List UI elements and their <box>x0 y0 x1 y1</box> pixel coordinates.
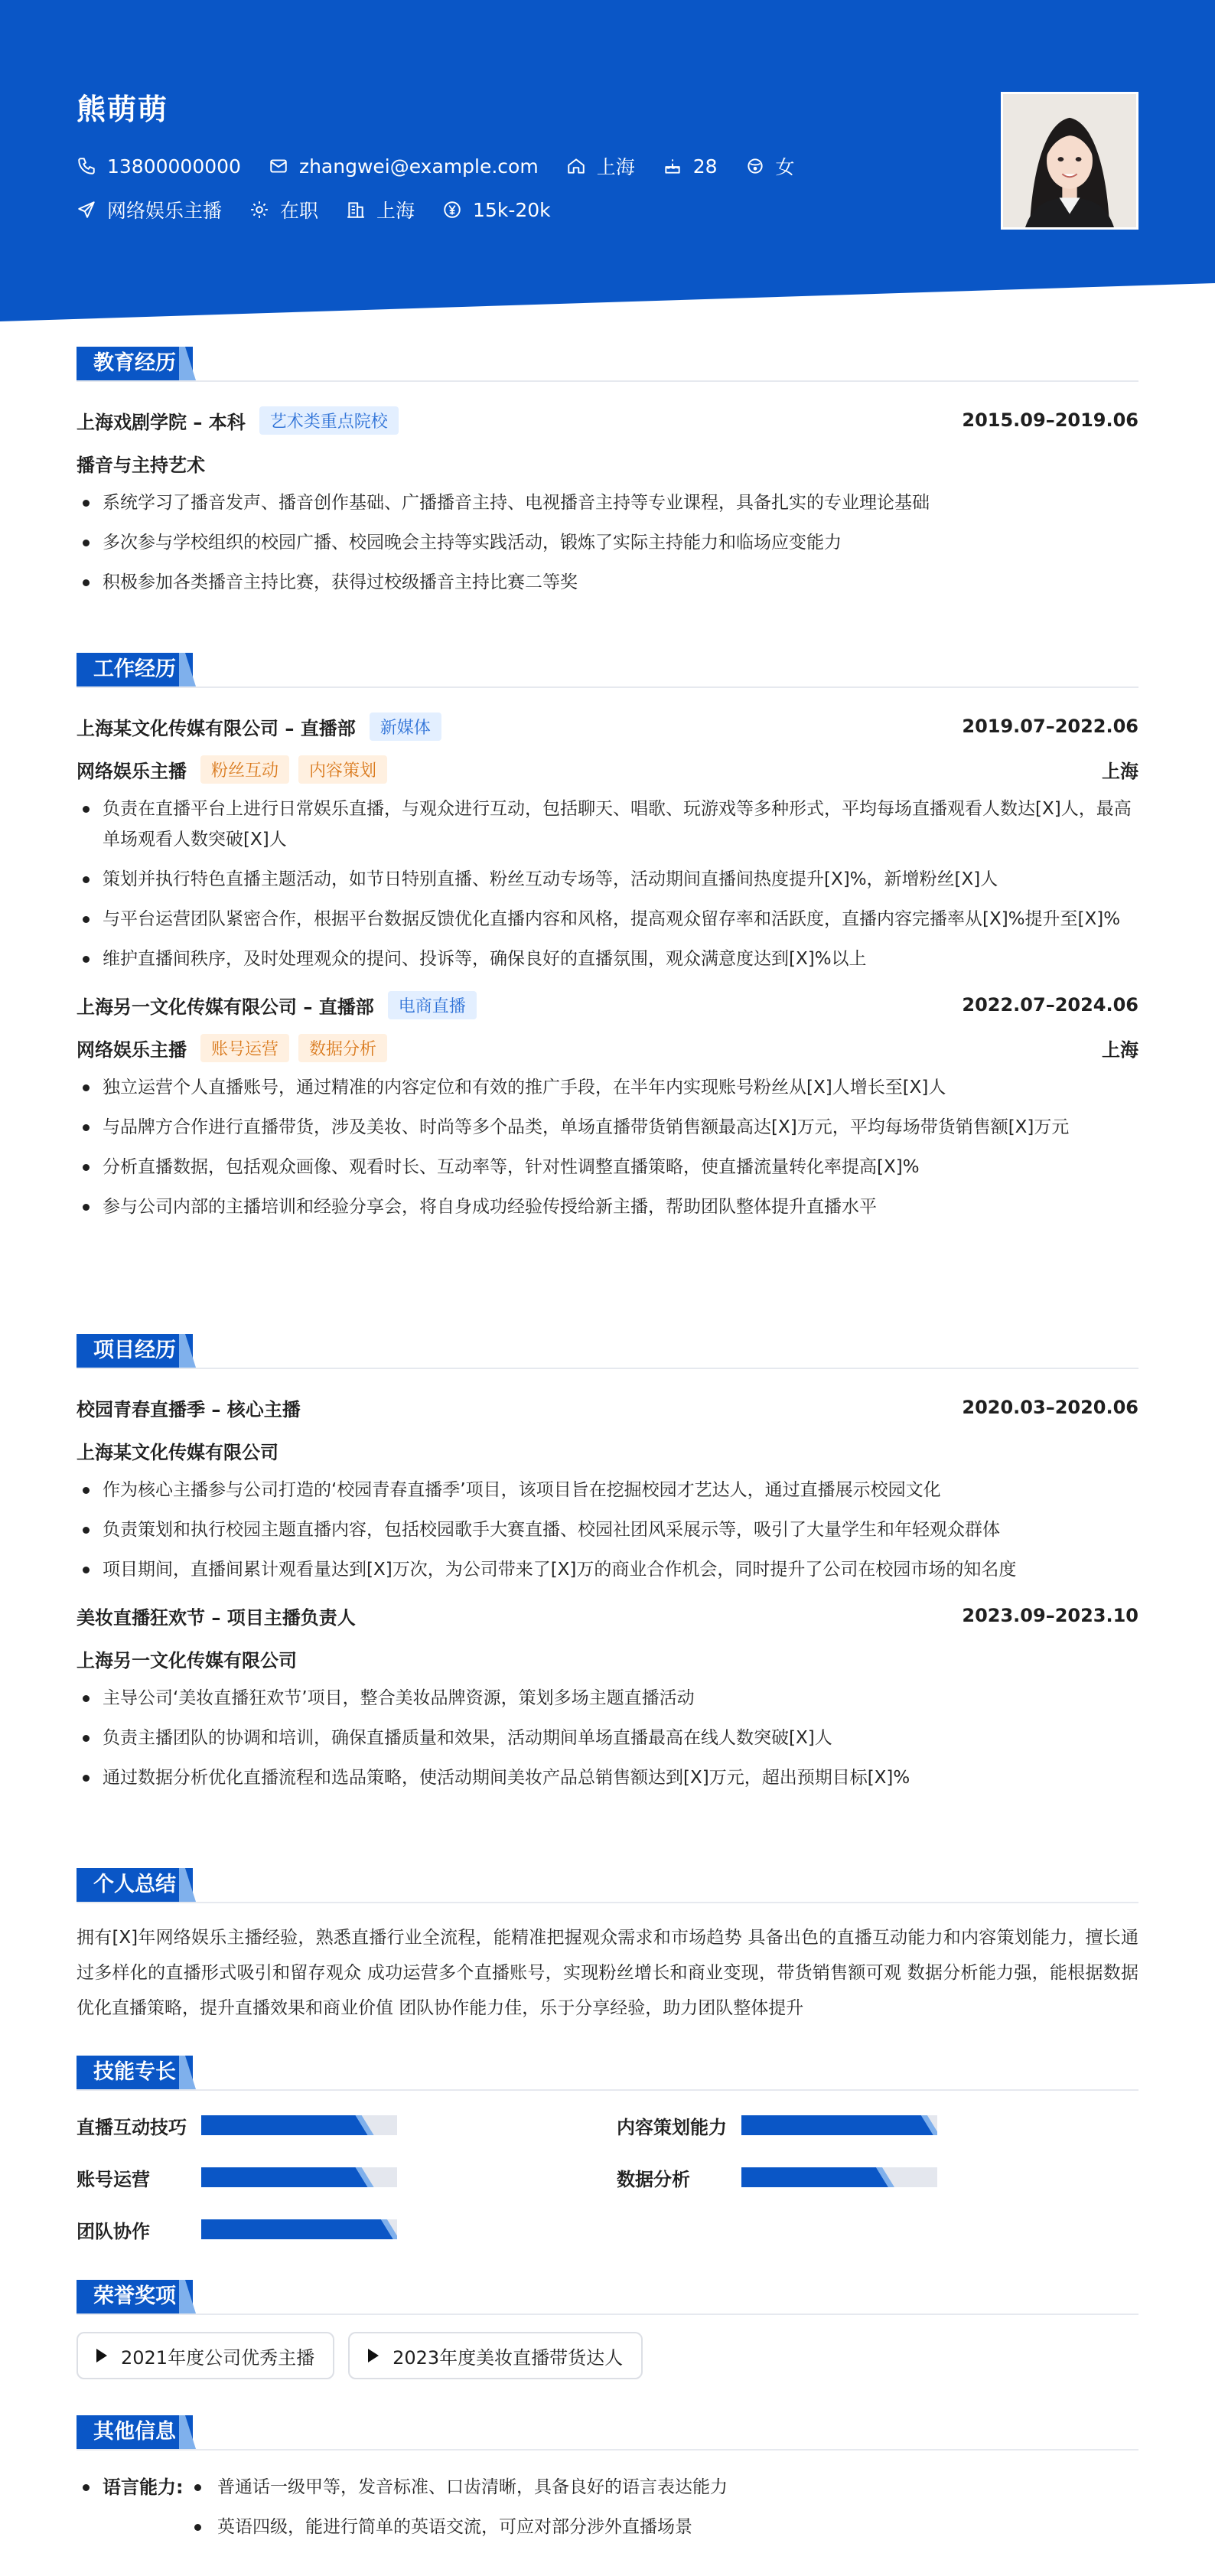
status-text: 在职 <box>280 200 319 222</box>
salary-info <box>442 199 551 221</box>
role-name: 网络娱乐主播 <box>77 760 187 782</box>
work-entry-header <box>77 983 1138 1026</box>
skill-bar <box>741 2167 937 2187</box>
list-item: 普通话一级甲等，发音标准、口齿清晰，具备良好的语言表达能力 <box>190 2467 728 2507</box>
job-row <box>77 196 578 223</box>
list-item: 负责在直播平台上进行日常娱乐直播，与观众进行互动，包括聊天、唱歌、玩游戏等多种形式，平均每场直播观看人数达[X]人，最高单场观看人数突破[X]人 <box>77 794 1138 855</box>
settings-icon <box>249 200 269 220</box>
project-date: 2023.09–2023.10 <box>962 1605 1138 1626</box>
section-title-decoration <box>179 2415 202 2449</box>
skills-section <box>77 2056 1138 2247</box>
company-tag: 电商直播 <box>388 991 477 1019</box>
skill-bar-fill <box>741 2167 888 2187</box>
skill-bar <box>741 2115 937 2135</box>
target-city-info <box>346 196 415 223</box>
skill-name: 内容策划能力 <box>617 2116 727 2138</box>
section-title-decoration <box>179 2056 202 2089</box>
award-label: 2021年度公司优秀主播 <box>121 2346 315 2369</box>
list-item: 与品牌方合作进行直播带货，涉及美妆、时尚等多个品类，单场直播带货销售额最高达[X]万元，平均每场带货销售额[X]万元 <box>77 1112 1138 1143</box>
section-header <box>77 2280 1138 2315</box>
gender-icon <box>745 156 765 176</box>
play-triangle-icon <box>368 2349 379 2362</box>
section-title: 其他信息 <box>77 2415 193 2449</box>
gender-text: 女 <box>775 156 795 178</box>
skill-bar <box>201 2115 397 2135</box>
building-icon <box>346 200 366 220</box>
salary-text: 15k-20k <box>473 198 551 221</box>
award-label: 2023年度美妆直播带货达人 <box>393 2346 624 2369</box>
company-name: 上海某文化传媒有限公司 – 直播部 <box>77 717 356 739</box>
list-item: 分析直播数据，包括观众画像、观看时长、互动率等，针对性调整直播策略，使直播流量转化率提高[X]% <box>77 1152 1138 1182</box>
summary-section <box>77 1868 1138 2026</box>
list-item: 策划并执行特色直播主题活动，如节日特别直播、粉丝互动专场等，活动期间直播间热度提升[X]%，新增粉丝[X]人 <box>77 864 1138 895</box>
work-role-line <box>77 748 1138 791</box>
section-title: 项目经历 <box>77 1334 193 1368</box>
send-icon <box>77 200 96 220</box>
work-section <box>77 653 1138 1231</box>
list-item: 积极参加各类播音主持比赛，获得过校级播音主持比赛二等奖 <box>77 567 1138 598</box>
school-tag: 艺术类重点院校 <box>259 406 399 435</box>
project-entry-header <box>77 1386 1138 1429</box>
mail-icon <box>269 156 288 176</box>
list-item: 独立运营个人直播账号，通过精准的内容定位和有效的推广手段，在半年内实现账号粉丝从[X]人增长至[X]人 <box>77 1072 1138 1103</box>
project-bullets <box>77 1683 1138 1793</box>
age-text: 28 <box>692 155 718 178</box>
major-name: 播音与主持艺术 <box>77 454 205 476</box>
list-item: 参与公司内部的主播培训和经验分享会，将自身成功经验传授给新主播，帮助团队整体提升直播水平 <box>77 1192 1138 1222</box>
work-entry-header <box>77 705 1138 748</box>
gender-info <box>745 152 795 180</box>
award-item <box>77 2332 334 2379</box>
skill-bar <box>201 2219 397 2239</box>
skill-bar-fill <box>201 2115 368 2135</box>
list-item: 项目期间，直播间累计观看量达到[X]万次，为公司带来了[X]万的商业合作机会，同时提升了公司在校园市场的知名度 <box>77 1554 1138 1585</box>
role-tag: 粉丝互动 <box>200 755 289 784</box>
project-org: 上海某文化传媒有限公司 <box>77 1441 279 1463</box>
skill-name: 团队协作 <box>77 2220 150 2242</box>
summary-text: 拥有[X]年网络娱乐主播经验，熟悉直播行业全流程，能精准把握观众需求和市场趋势 具备出色的直播互动能力和内容策划能力，擅长通过多样化的直播形式吸引和留存观众 成功运营多个直播账号，实现粉丝增长和商业变现，带货销售额可观 数据分析能力强，能根据数据优化直播策略，提升直播效果和商业价值 团队协作能力佳，乐于分享经验，助力团队整体提升 <box>77 1928 1138 2018</box>
project-entry-header <box>77 1594 1138 1637</box>
candidate-name: 熊萌萌 <box>77 93 169 126</box>
skill-item <box>617 2108 1138 2143</box>
email-text: zhangwei@example.com <box>298 155 539 178</box>
education-major-line <box>77 442 1138 484</box>
list-item: 系统学习了播音发声、播音创作基础、广播播音主持、电视播音主持等专业课程，具备扎实的专业理论基础 <box>77 487 1138 518</box>
phone-text: 13800000000 <box>107 155 241 178</box>
target-city-text: 上海 <box>376 200 415 222</box>
skills-grid <box>77 2108 1138 2247</box>
section-title-decoration <box>179 2280 202 2314</box>
skill-bar-fill <box>201 2167 368 2187</box>
language-row <box>77 2467 1138 2547</box>
skill-item <box>77 2108 617 2143</box>
section-title: 教育经历 <box>77 347 193 380</box>
list-item: 负责主播团队的协调和培训，确保直播质量和效果，活动期间单场直播最高在线人数突破[X]人 <box>77 1723 1138 1753</box>
section-header <box>77 2056 1138 2091</box>
skill-name: 账号运营 <box>77 2168 150 2190</box>
contact-row <box>77 152 822 180</box>
email-info <box>269 155 539 178</box>
work-bullets <box>77 794 1138 974</box>
other-section <box>77 2415 1138 2547</box>
section-header <box>77 347 1138 382</box>
section-title-decoration <box>179 1868 202 1902</box>
skill-name: 数据分析 <box>617 2168 690 2190</box>
list-item: 主导公司‘美妆直播狂欢节’项目，整合美妆品牌资源，策划多场主题直播活动 <box>77 1683 1138 1714</box>
location-info <box>566 152 635 180</box>
role-tag: 内容策划 <box>298 755 387 784</box>
section-title: 荣誉奖项 <box>77 2280 193 2314</box>
role-name: 网络娱乐主播 <box>77 1039 187 1061</box>
work-bullets <box>77 1072 1138 1222</box>
list-item: 与平台运营团队紧密合作，根据平台数据反馈优化直播内容和风格，提高观众留存率和活跃度，直播内容完播率从[X]%提升至[X]% <box>77 904 1138 934</box>
language-label: 语言能力: <box>77 2467 190 2547</box>
project-org: 上海另一文化传媒有限公司 <box>77 1649 297 1671</box>
awards-list <box>77 2332 1138 2379</box>
project-name: 校园青春直播季 – 核心主播 <box>77 1398 301 1420</box>
phone-icon <box>77 156 96 176</box>
skill-item <box>77 2160 617 2195</box>
job-target-info <box>77 196 222 223</box>
education-bullets <box>77 487 1138 598</box>
projects-section <box>77 1334 1138 1802</box>
work-city: 上海 <box>1102 760 1138 782</box>
section-title-decoration <box>179 347 202 380</box>
list-item: 作为核心主播参与公司打造的‘校园青春直播季’项目，该项目旨在挖掘校园才艺达人，通过直播展示校园文化 <box>77 1475 1138 1505</box>
award-item <box>348 2332 643 2379</box>
role-tag: 数据分析 <box>298 1034 387 1062</box>
skill-item <box>617 2160 1138 2195</box>
work-date: 2019.07–2022.06 <box>962 716 1138 737</box>
section-title-decoration <box>179 653 202 686</box>
skill-name: 直播互动技巧 <box>77 2116 187 2138</box>
work-date: 2022.07–2024.06 <box>962 994 1138 1016</box>
portrait-illustration <box>1003 94 1136 227</box>
phone-info <box>77 155 241 178</box>
play-triangle-icon <box>96 2349 107 2362</box>
profile-photo <box>1001 92 1138 230</box>
list-item: 多次参与学校组织的校园广播、校园晚会主持等实践活动，锻炼了实际主持能力和临场应变能力 <box>77 527 1138 558</box>
project-date: 2020.03–2020.06 <box>962 1397 1138 1418</box>
school-name: 上海戏剧学院 – 本科 <box>77 411 246 433</box>
section-title: 工作经历 <box>77 653 193 686</box>
skill-bar-fill <box>741 2115 933 2135</box>
status-info <box>249 196 318 223</box>
yuan-icon <box>442 200 462 220</box>
job-target-text: 网络娱乐主播 <box>107 200 223 222</box>
project-name: 美妆直播狂欢节 – 项目主播负责人 <box>77 1606 356 1629</box>
skill-item <box>77 2212 617 2247</box>
section-title: 技能专长 <box>77 2056 193 2089</box>
education-section <box>77 347 1138 607</box>
list-item: 通过数据分析优化直播流程和选品策略，使活动期间美妆产品总销售额达到[X]万元，超出预期目标[X]% <box>77 1762 1138 1793</box>
list-item: 英语四级，能进行简单的英语交流，可应对部分涉外直播场景 <box>190 2507 728 2547</box>
section-header <box>77 653 1138 688</box>
section-header <box>77 1334 1138 1369</box>
section-header <box>77 1868 1138 1903</box>
awards-section <box>77 2280 1138 2379</box>
age-info <box>663 155 718 178</box>
cake-icon <box>663 156 682 176</box>
list-item: 维护直播间秩序，及时处理观众的提问、投诉等，确保良好的直播氛围，观众满意度达到[X]%以上 <box>77 944 1138 974</box>
language-list <box>190 2467 728 2547</box>
company-name: 上海另一文化传媒有限公司 – 直播部 <box>77 996 374 1018</box>
list-item: 负责策划和执行校园主题直播内容，包括校园歌手大赛直播、校园社团风采展示等，吸引了大量学生和年轻观众群体 <box>77 1515 1138 1545</box>
skill-bar <box>201 2167 397 2187</box>
education-date: 2015.09–2019.06 <box>962 409 1138 431</box>
section-title-decoration <box>179 1334 202 1368</box>
work-city: 上海 <box>1102 1039 1138 1061</box>
project-bullets <box>77 1475 1138 1585</box>
role-tag: 账号运营 <box>200 1034 289 1062</box>
education-entry-header <box>77 399 1138 442</box>
section-header <box>77 2415 1138 2450</box>
section-title: 个人总结 <box>77 1868 193 1902</box>
skill-bar-fill <box>201 2219 393 2239</box>
resume-header <box>0 0 1215 329</box>
home-icon <box>566 156 586 176</box>
project-org-line <box>77 1429 1138 1472</box>
company-tag: 新媒体 <box>370 712 441 741</box>
work-role-line <box>77 1026 1138 1069</box>
project-org-line <box>77 1637 1138 1680</box>
location-text: 上海 <box>596 156 635 178</box>
